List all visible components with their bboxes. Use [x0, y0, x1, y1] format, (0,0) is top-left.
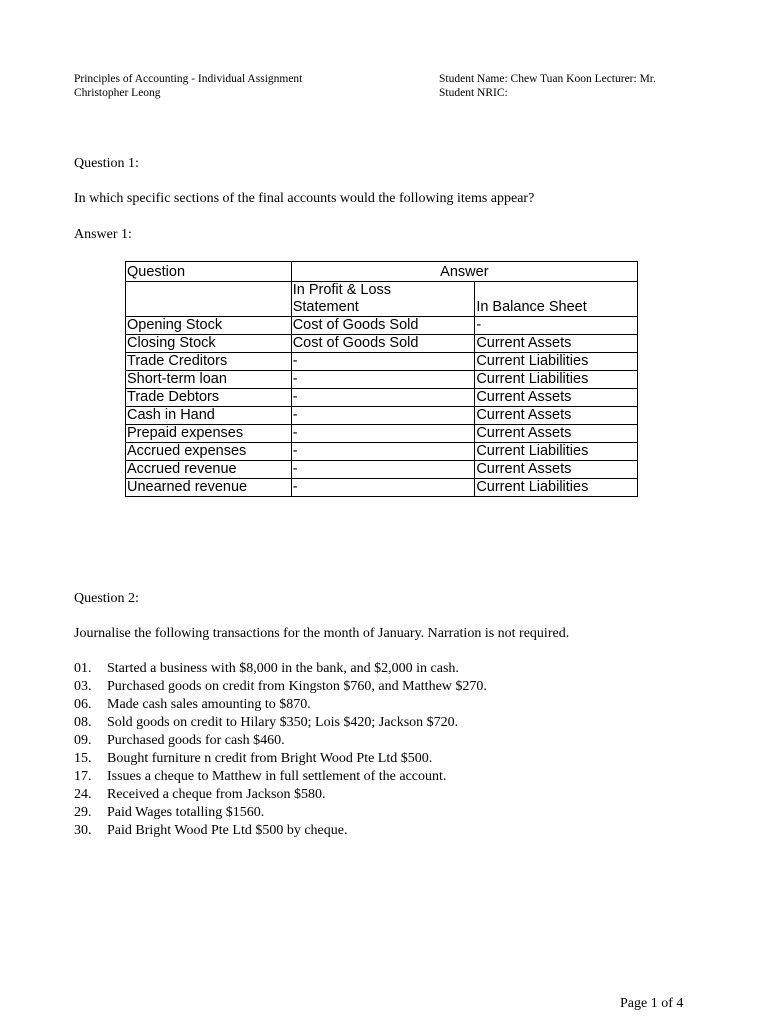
profit-loss-cell: -	[291, 425, 475, 443]
profit-loss-cell: -	[291, 479, 475, 497]
balance-sheet-cell: -	[475, 317, 638, 335]
page-number: Page 1 of 4	[620, 996, 684, 1011]
transaction-date: 24.	[74, 787, 92, 802]
transaction-date: 29.	[74, 805, 92, 820]
balance-sheet-cell: Current Assets	[475, 389, 638, 407]
document-header-left	[74, 72, 434, 100]
transaction-item	[74, 732, 487, 750]
transaction-text: Issues a cheque to Matthew in full settlement of the account.	[107, 769, 447, 784]
item-cell: Short-term loan	[126, 371, 292, 389]
balance-sheet-cell: Current Assets	[475, 461, 638, 479]
question-1-heading: Question 1:	[74, 156, 139, 171]
balance-sheet-cell: Current Assets	[475, 425, 638, 443]
balance-sheet-cell: Current Liabilities	[475, 443, 638, 461]
table-header-row	[126, 262, 638, 282]
transaction-date: 06.	[74, 697, 92, 712]
course-title: Principles of Accounting - Individual Assignment	[74, 73, 303, 85]
transaction-date: 03.	[74, 679, 92, 694]
header-answer: Answer	[291, 262, 637, 282]
transaction-date: 15.	[74, 751, 92, 766]
profit-loss-cell: -	[291, 443, 475, 461]
item-cell: Trade Debtors	[126, 389, 292, 407]
profit-loss-cell: -	[291, 353, 475, 371]
item-cell: Accrued revenue	[126, 461, 292, 479]
table-row	[126, 371, 638, 389]
transaction-text: Bought furniture n credit from Bright Wood Pte Ltd $500.	[107, 751, 433, 766]
document-header-right	[439, 72, 739, 100]
table-row	[126, 407, 638, 425]
question-2-heading: Question 2:	[74, 591, 139, 606]
transaction-text: Purchased goods on credit from Kingston $760, and Matthew $270.	[107, 679, 487, 694]
item-cell: Cash in Hand	[126, 407, 292, 425]
transaction-list	[74, 660, 487, 840]
transaction-item	[74, 696, 487, 714]
transaction-item	[74, 750, 487, 768]
transaction-item	[74, 768, 487, 786]
table-subheader-row	[126, 282, 638, 317]
question-1-prompt: In which specific sections of the final accounts would the following items appear?	[74, 191, 535, 206]
item-cell: Prepaid expenses	[126, 425, 292, 443]
item-cell: Unearned revenue	[126, 479, 292, 497]
balance-sheet-cell: Current Assets	[475, 335, 638, 353]
transaction-text: Sold goods on credit to Hilary $350; Lois $420; Jackson $720.	[107, 715, 459, 730]
subheader-blank	[126, 282, 292, 317]
profit-loss-cell: -	[291, 461, 475, 479]
answer-1-heading: Answer 1:	[74, 227, 132, 242]
transaction-date: 08.	[74, 715, 92, 730]
transaction-date: 01.	[74, 661, 92, 676]
transaction-item	[74, 804, 487, 822]
item-cell: Trade Creditors	[126, 353, 292, 371]
transaction-item	[74, 660, 487, 678]
table-row	[126, 317, 638, 335]
subheader-balance-sheet: In Balance Sheet	[475, 282, 638, 317]
student-nric-line: Student NRIC:	[439, 87, 508, 99]
transaction-item	[74, 678, 487, 696]
transaction-item	[74, 822, 487, 840]
subheader-pl-line1: In Profit & Loss	[292, 282, 392, 298]
lecturer-name: Christopher Leong	[74, 87, 161, 99]
subheader-profit-loss	[291, 282, 475, 317]
table-row	[126, 353, 638, 371]
transaction-date: 09.	[74, 733, 92, 748]
transaction-text: Paid Wages totalling $1560.	[107, 805, 265, 820]
answer-table	[125, 261, 638, 497]
transaction-text: Paid Bright Wood Pte Ltd $500 by cheque.	[107, 823, 348, 838]
item-cell: Opening Stock	[126, 317, 292, 335]
table-row	[126, 461, 638, 479]
transaction-text: Received a cheque from Jackson $580.	[107, 787, 326, 802]
item-cell: Accrued expenses	[126, 443, 292, 461]
table-row	[126, 389, 638, 407]
student-name-line: Student Name: Chew Tuan Koon Lecturer: Mr.	[439, 73, 656, 85]
profit-loss-cell: Cost of Goods Sold	[291, 335, 475, 353]
transaction-item	[74, 714, 487, 732]
balance-sheet-cell: Current Liabilities	[475, 353, 638, 371]
table-row	[126, 443, 638, 461]
question-2-prompt: Journalise the following transactions for the month of January. Narration is not required.	[74, 626, 570, 641]
table-row	[126, 479, 638, 497]
header-question: Question	[126, 262, 292, 282]
transaction-date: 17.	[74, 769, 92, 784]
balance-sheet-cell: Current Liabilities	[475, 479, 638, 497]
item-cell: Closing Stock	[126, 335, 292, 353]
transaction-item	[74, 786, 487, 804]
profit-loss-cell: -	[291, 371, 475, 389]
balance-sheet-cell: Current Liabilities	[475, 371, 638, 389]
balance-sheet-cell: Current Assets	[475, 407, 638, 425]
profit-loss-cell: -	[291, 389, 475, 407]
table-row	[126, 425, 638, 443]
profit-loss-cell: -	[291, 407, 475, 425]
transaction-text: Made cash sales amounting to $870.	[107, 697, 311, 712]
transaction-text: Started a business with $8,000 in the bank, and $2,000 in cash.	[107, 661, 459, 676]
subheader-pl-line2: Statement	[292, 299, 359, 315]
transaction-text: Purchased goods for cash $460.	[107, 733, 285, 748]
table-row	[126, 335, 638, 353]
transaction-date: 30.	[74, 823, 92, 838]
profit-loss-cell: Cost of Goods Sold	[291, 317, 475, 335]
